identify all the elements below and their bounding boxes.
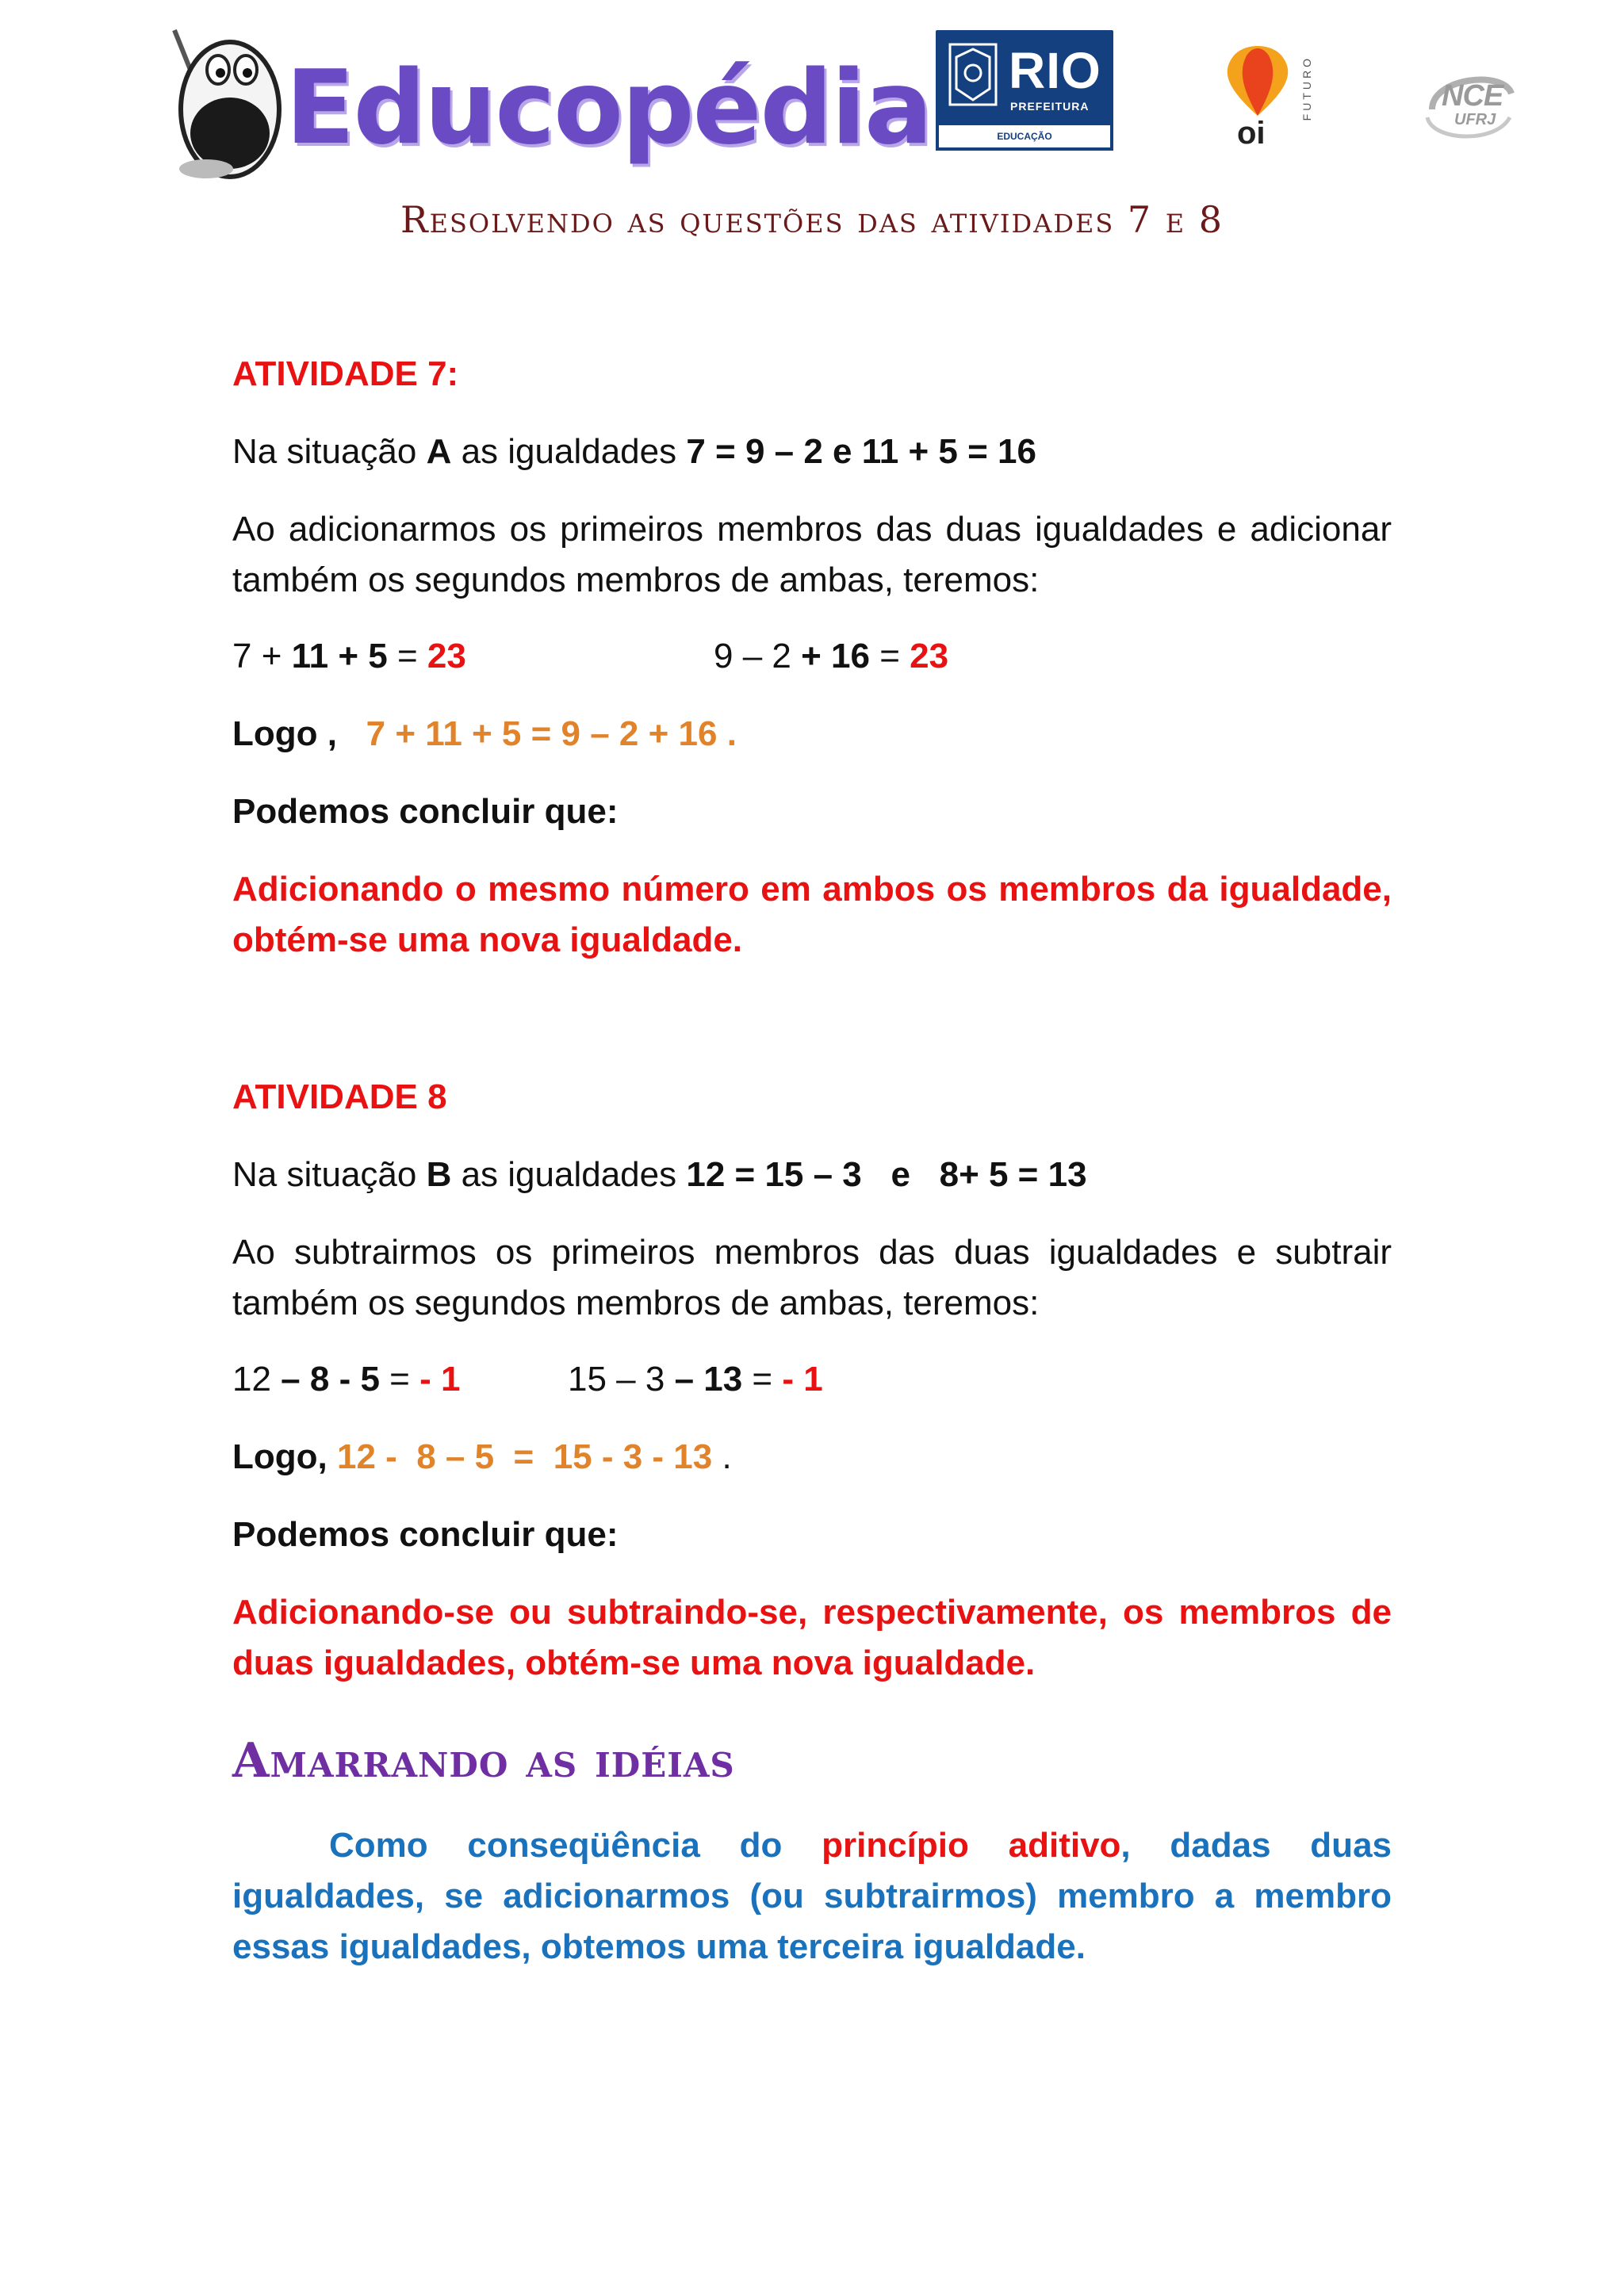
calc-left: [232, 637, 466, 675]
text-run: – 13: [674, 1360, 743, 1399]
activity-7-explanation: Ao adicionarmos os primeiros membros das duas igualdades e adicionar também os segundos membros de ambas, teremos:: [232, 510, 1392, 599]
header: [0, 0, 1624, 190]
nce-logo-sub: UFRJ: [1454, 111, 1496, 128]
text-run: Como conseqüência do: [329, 1826, 822, 1865]
rio-seal-icon: [947, 41, 999, 108]
text-run: =: [387, 637, 427, 675]
activity-8-heading: ATIVIDADE 8: [232, 1077, 447, 1116]
text-run: Na situação: [232, 1155, 427, 1194]
summary-paragraph: [232, 1820, 1392, 1973]
oi-balloon-icon: [1218, 40, 1297, 119]
calc-result: - 1: [419, 1360, 461, 1399]
text-run: Na situação: [232, 432, 427, 471]
mouse-mascot-icon: [159, 14, 293, 181]
text-run: – 8 - 5: [281, 1360, 380, 1399]
logo-expression: 7 + 11 + 5 = 9 – 2 + 16 .: [366, 714, 737, 753]
nce-ufrj-logo: [1416, 62, 1519, 149]
logo-label: Logo,: [232, 1437, 327, 1476]
calc-result: - 1: [782, 1360, 823, 1399]
activity-8-conclude-label: Podemos concluir que:: [232, 1515, 619, 1554]
highlight-term: princípio aditivo: [822, 1826, 1121, 1865]
activity-7-calculations: [232, 631, 1392, 682]
activity-7-situation: [232, 427, 1392, 477]
text-run: =: [379, 1360, 420, 1399]
activity-7-heading: ATIVIDADE 7:: [232, 354, 459, 393]
situation-letter: B: [426, 1155, 452, 1194]
oi-futuro-logo: [1218, 40, 1337, 159]
nce-logo-word: NCE: [1442, 79, 1503, 113]
text-run: as igualdades: [451, 1155, 687, 1194]
text-run: 11 + 5: [291, 637, 388, 675]
activity-8-calculations: [232, 1354, 1392, 1405]
text-run: + 16: [801, 637, 870, 675]
oi-logo-word: oi: [1237, 116, 1266, 151]
calc-result: 23: [427, 637, 466, 675]
text-run: =: [869, 637, 910, 675]
rio-logo-sub: PREFEITURA: [1010, 100, 1090, 113]
brand-logo-text: Educopédia: [285, 49, 932, 167]
activity-7-conclude-label: Podemos concluir que:: [232, 792, 619, 831]
text-run: 12: [232, 1360, 282, 1399]
text-run: as igualdades: [451, 432, 687, 471]
text-run: 9 – 2: [714, 637, 802, 675]
situation-letter: A: [426, 432, 452, 471]
summary-heading: Amarrando as idéias: [232, 1733, 735, 1789]
rio-logo-word: RIO: [1009, 42, 1101, 99]
activity-8-explanation: Ao subtrairmos os primeiros membros das duas igualdades e subtrair também os segundos membros de ambas, teremos:: [232, 1233, 1392, 1322]
text-run: 15 – 3: [568, 1360, 675, 1399]
activity-7-conclusion: Adicionando o mesmo número em ambos os membros da igualdade, obtém-se uma nova igualdade.: [232, 870, 1392, 959]
calc-right: [714, 631, 948, 682]
text-run: 7 +: [232, 637, 292, 675]
activity-8-logo-line: [232, 1432, 1392, 1483]
logo-label: Logo ,: [232, 714, 337, 753]
calc-result: 23: [910, 637, 949, 675]
text-run: , dadas duas igualdades, se adicionarmos (ou subtrairmos) membro a membro essas igualdades, obtemos uma terceira igualdade.: [232, 1826, 1392, 1966]
logo-expression: 12 - 8 – 5 = 15 - 3 - 13: [336, 1437, 713, 1476]
text-run: =: [742, 1360, 783, 1399]
rio-logo-strip: EDUCAÇÃO: [936, 122, 1113, 151]
rio-prefeitura-logo: [936, 30, 1113, 151]
activity-8-conclusion: Adicionando-se ou subtraindo-se, respectivamente, os membros de duas igualdades, obtém-se uma nova igualdade.: [232, 1593, 1392, 1682]
calc-right: [568, 1354, 823, 1405]
activity-7-logo-line: [232, 709, 1392, 760]
text-run: .: [712, 1437, 732, 1476]
equalities: 7 = 9 – 2 e 11 + 5 = 16: [686, 432, 1036, 471]
calc-left: [232, 1360, 460, 1399]
document-title: Resolvendo as questões das atividades 7 e 8: [400, 198, 1224, 241]
oi-logo-vertical: FUTURO: [1300, 55, 1313, 121]
equalities: 12 = 15 – 3 e 8+ 5 = 13: [686, 1155, 1087, 1194]
activity-8-situation: [232, 1150, 1392, 1200]
